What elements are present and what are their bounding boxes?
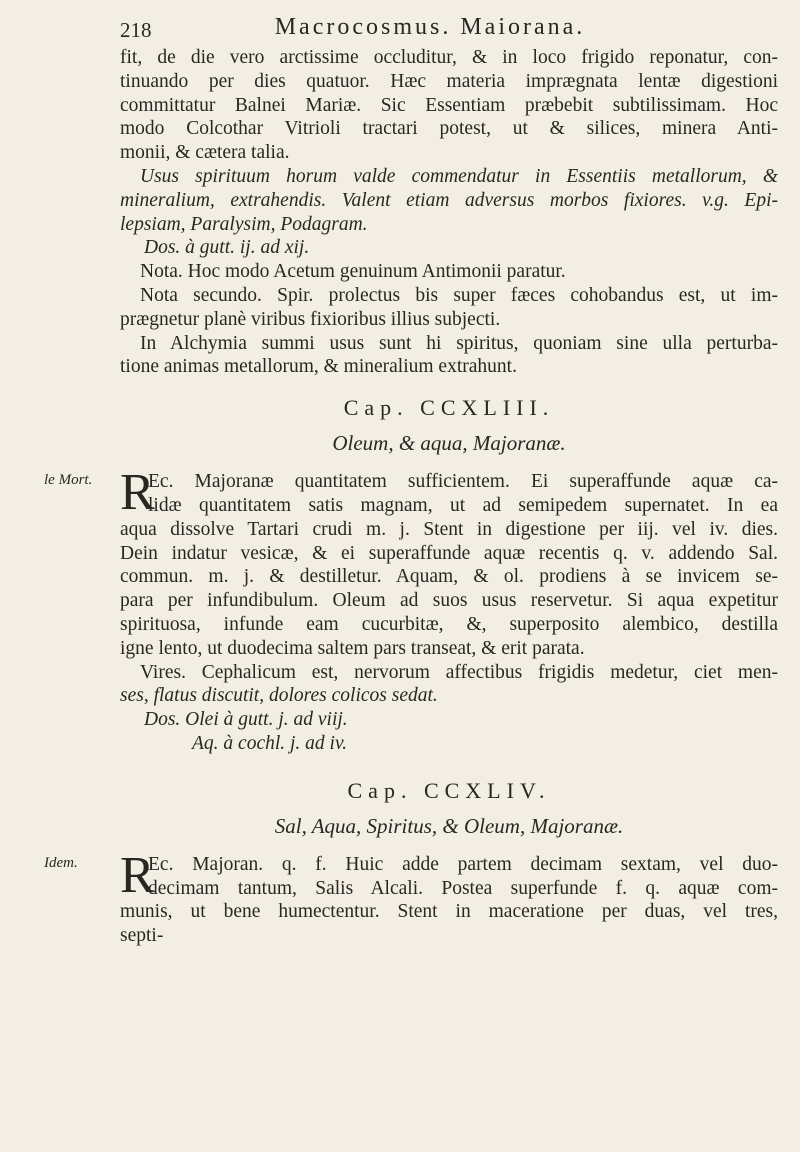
text-line: Dein indatur vesicæ, & ei superaffunde aquæ recentis q. v. addendo Sal. [120, 542, 778, 564]
text-line: spirituosa, infunde eam cucurbitæ, &, superposito alembico, destilla [120, 613, 778, 635]
chapter-heading: Cap. CCXLIV. [347, 777, 551, 803]
text-line: mineralium, extrahendis. Valent etiam adversus morbos fixiores. v.g. Epi- [120, 189, 778, 211]
nota-paragraph [120, 260, 778, 331]
text-line: tione animas metallorum, & mineralium extrahunt. [120, 356, 517, 378]
text-line: lepsiam, Paralysim, Podagram. [120, 213, 368, 235]
alchymia-paragraph [120, 332, 778, 380]
text-line-content: Ec. Majoranæ quantitatem sufficientem. Ei superaffunde aquæ ca- [148, 471, 778, 493]
chapter-heading: Cap. CCXLIII. [343, 395, 555, 421]
text-line: Usus spirituum horum valde commendatur in Essentiis metallorum, & [140, 165, 778, 187]
margin-note: le Mort. [44, 472, 93, 489]
recipe-paragraph [44, 846, 778, 948]
vires-paragraph [120, 661, 778, 709]
text-line: prægnetur planè viribus fixioribus illius subjecti. [120, 308, 501, 330]
text-line: aqua dissolve Tartari crudi m. j. Stent in digestione per iij. vel iv. dies. [120, 518, 778, 540]
chapter-subtitle: Oleum, & aqua, Majoranæ. [332, 431, 566, 456]
catchword: septi- [120, 925, 164, 947]
dosage-line: Dos. à gutt. ij. ad xij. [144, 237, 310, 259]
page-header [120, 14, 740, 44]
text-line: monii, & cætera talia. [120, 142, 290, 164]
drop-capital: R [120, 464, 155, 522]
text-line: committatur Balnei Mariæ. Sic Essentiam præbebit subtilissimam. Hoc [120, 94, 778, 116]
text-line-content: Ec. Majoran. q. f. Huic adde partem decimam sextam, vel duo- [148, 853, 778, 875]
text-line: ses, flatus discutit, dolores colicos sedat. [120, 685, 438, 707]
text-line: lidæ quantitatem satis magnam, ut ad semipedem supernatet. In ea [148, 494, 778, 516]
text-line: decimam tantum, Salis Alcali. Postea superfunde f. q. aquæ com- [148, 877, 778, 899]
margin-note: Idem. [44, 854, 78, 871]
text-line: Nota secundo. Spir. prolectus bis super fæces cohobandus est, ut im- [140, 284, 778, 306]
text-line: tinuando per dies quatuor. Hæc materia imprægnata lentæ digestioni [120, 70, 778, 92]
text-line: fit, de die vero arctissime occluditur, & in loco frigido reponatur, con- [120, 47, 778, 68]
text-line: igne lento, ut duodecima saltem pars transeat, & erit parata. [120, 637, 585, 659]
drop-capital: R [120, 846, 155, 904]
text-body [44, 46, 778, 948]
text-line: modo Colcothar Vitrioli tractari potest, ut & silices, minera Anti- [120, 118, 778, 140]
text-line: In Alchymia summi usus sunt hi spiritus, quoniam sine ulla perturba- [140, 332, 778, 354]
dosage-line: Aq. à cochl. j. ad iv. [192, 732, 348, 754]
text-line: Vires. Cephalicum est, nervorum affectibus frigidis medetur, ciet men- [140, 661, 778, 683]
text-line: para per infundibulum. Oleum ad suos usus reservetur. Si aqua expetitur [120, 590, 778, 612]
intro-paragraph [120, 46, 778, 165]
recipe-paragraph [44, 464, 778, 660]
page-number: 218 [120, 18, 152, 42]
dosage-line: Dos. Olei à gutt. j. ad viij. [144, 709, 348, 731]
text-line: commun. m. j. & destilletur. Aquam, & ol. prodiens à se invicem se- [120, 566, 778, 588]
text-line: munis, ut bene humectentur. Stent in maceratione per duas, vel tres, [120, 901, 778, 923]
text-line: Nota. Hoc modo Acetum genuinum Antimonii paratur. [140, 261, 566, 283]
chapter-subtitle: Sal, Aqua, Spiritus, & Oleum, Majoranæ. [274, 813, 624, 838]
running-title: Macrocosmus. Maiorana. [274, 14, 586, 40]
usus-paragraph [120, 165, 778, 236]
